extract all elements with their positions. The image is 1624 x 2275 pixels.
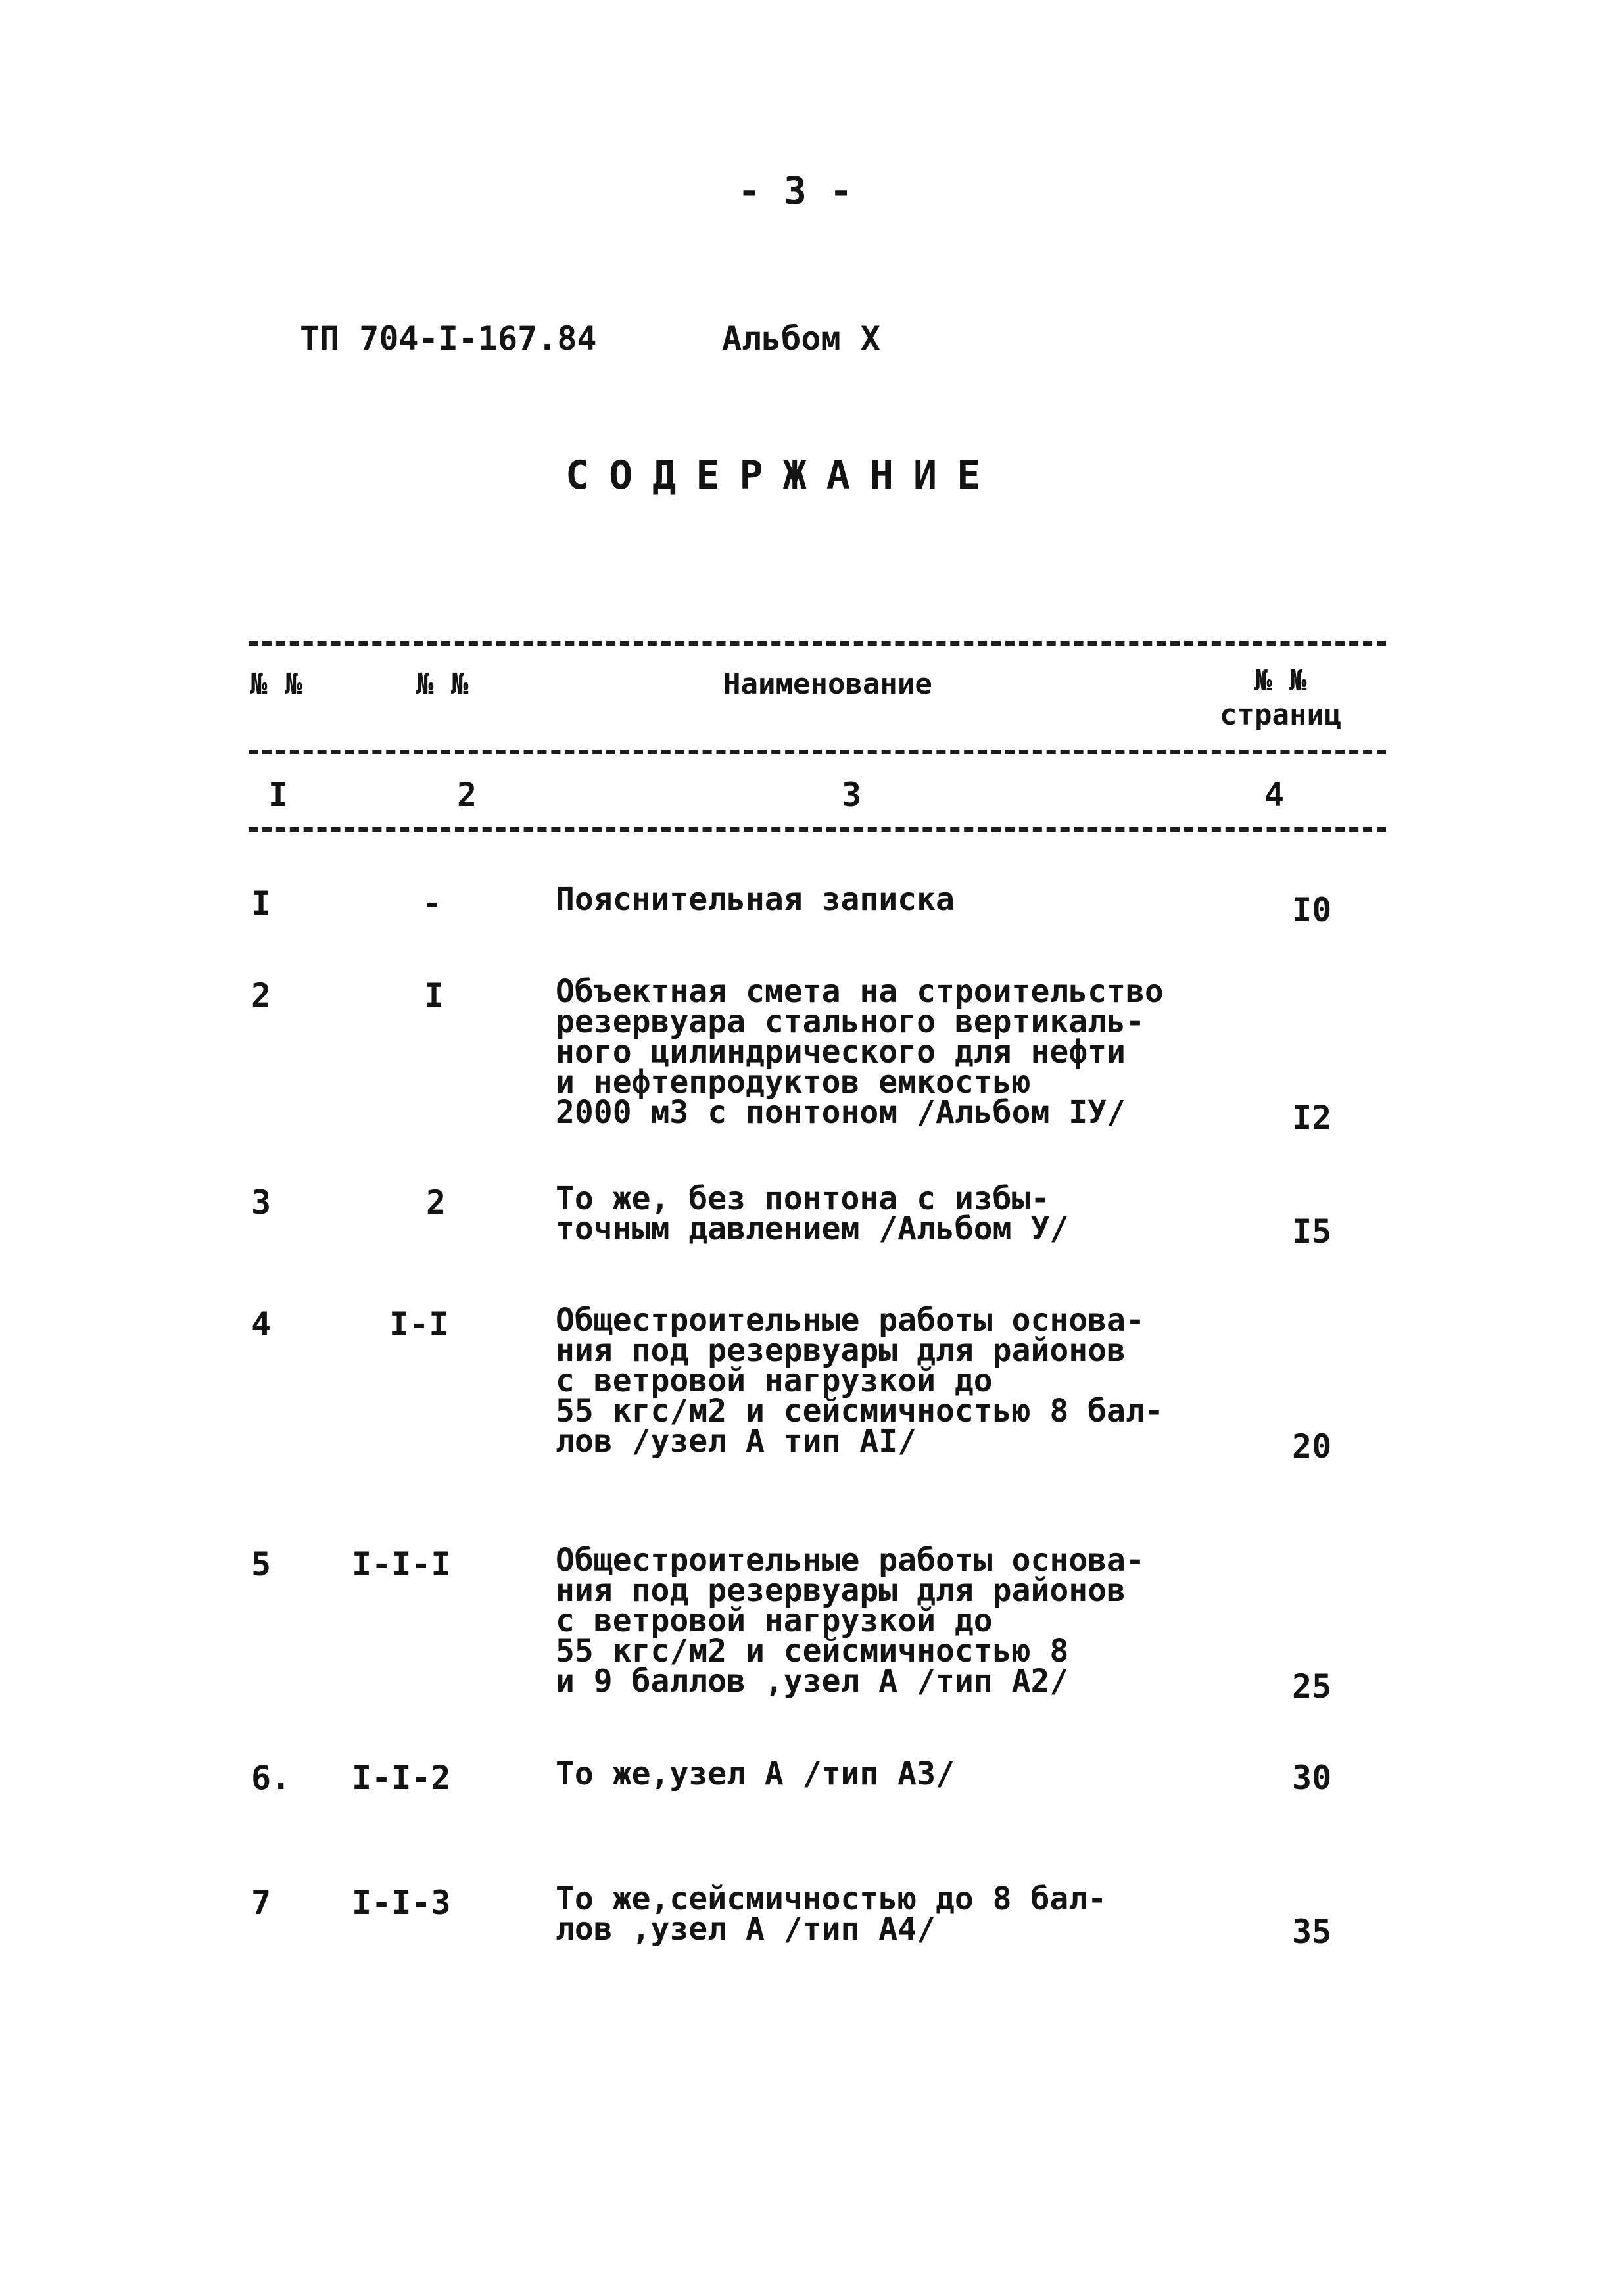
page-number: - 3 - [738, 168, 853, 213]
row-number: 2 [251, 976, 272, 1015]
row-page: I5 [1292, 1212, 1332, 1251]
column-number-1: I [268, 776, 289, 814]
row-code: I-I-2 [352, 1759, 451, 1797]
row-code: I-I-I [352, 1545, 451, 1583]
row-page: 30 [1292, 1759, 1332, 1797]
table-top-rule [249, 641, 1386, 646]
row-page: I0 [1292, 891, 1332, 929]
row-name: Пояснительная записка [556, 881, 955, 918]
row-code: I-I [389, 1305, 449, 1343]
row-code: - [422, 884, 442, 922]
column-header-number: № № [250, 667, 302, 701]
row-code: I [424, 976, 444, 1015]
column-number-4: 4 [1264, 776, 1285, 814]
row-code: I-I-3 [352, 1884, 451, 1922]
album-label: Альбом X [722, 320, 880, 358]
table-body-rule [249, 827, 1386, 832]
row-page: 25 [1292, 1667, 1332, 1706]
row-number: 3 [251, 1184, 272, 1222]
page-title: СОДЕРЖАНИЕ [565, 452, 1001, 498]
row-number: 5 [251, 1545, 272, 1583]
row-name: То же,сейсмичностью до 8 бал- лов ,узел А /тип А4/ [556, 1880, 1107, 1948]
row-name: Общестроительные работы основа- ния под резервуары для районов с ветровой нагрузкой до 55 кгс/м2 и сейсмичностью 8 бал- лов /узел А тип АI/ [556, 1302, 1164, 1460]
column-header-code: № № [416, 667, 469, 701]
column-number-2: 2 [457, 776, 477, 814]
row-name: Общестроительные работы основа- ния под резервуары для районов с ветровой нагрузкой до 55 кгс/м2 и сейсмичностью 8 и 9 баллов ,узел А /тип А2/ [556, 1542, 1145, 1700]
column-header-pages: № № страниц [1220, 664, 1342, 732]
row-number: I [251, 884, 272, 922]
row-page: 20 [1292, 1427, 1332, 1466]
document-code: ТП 704-I-167.84 [300, 320, 597, 358]
column-number-3: 3 [842, 776, 862, 814]
row-name: То же,узел А /тип А3/ [556, 1756, 955, 1792]
row-number: 7 [251, 1884, 272, 1922]
row-page: I2 [1292, 1099, 1332, 1137]
row-number: 4 [251, 1305, 272, 1343]
row-name: То же, без понтона с избы- точным давлением /Альбом У/ [556, 1180, 1069, 1247]
row-page: 35 [1292, 1913, 1332, 1951]
row-name: Объектная смета на строительство резервуара стального вертикаль- ного цилиндрического для нефти и нефтепродуктов емкостью 2000 м3 с понтоном /Альбом IУ/ [556, 973, 1164, 1131]
row-code: 2 [426, 1184, 446, 1222]
row-number: 6. [251, 1759, 291, 1797]
column-header-name: Наименование [723, 667, 932, 701]
table-header-rule [249, 750, 1386, 754]
